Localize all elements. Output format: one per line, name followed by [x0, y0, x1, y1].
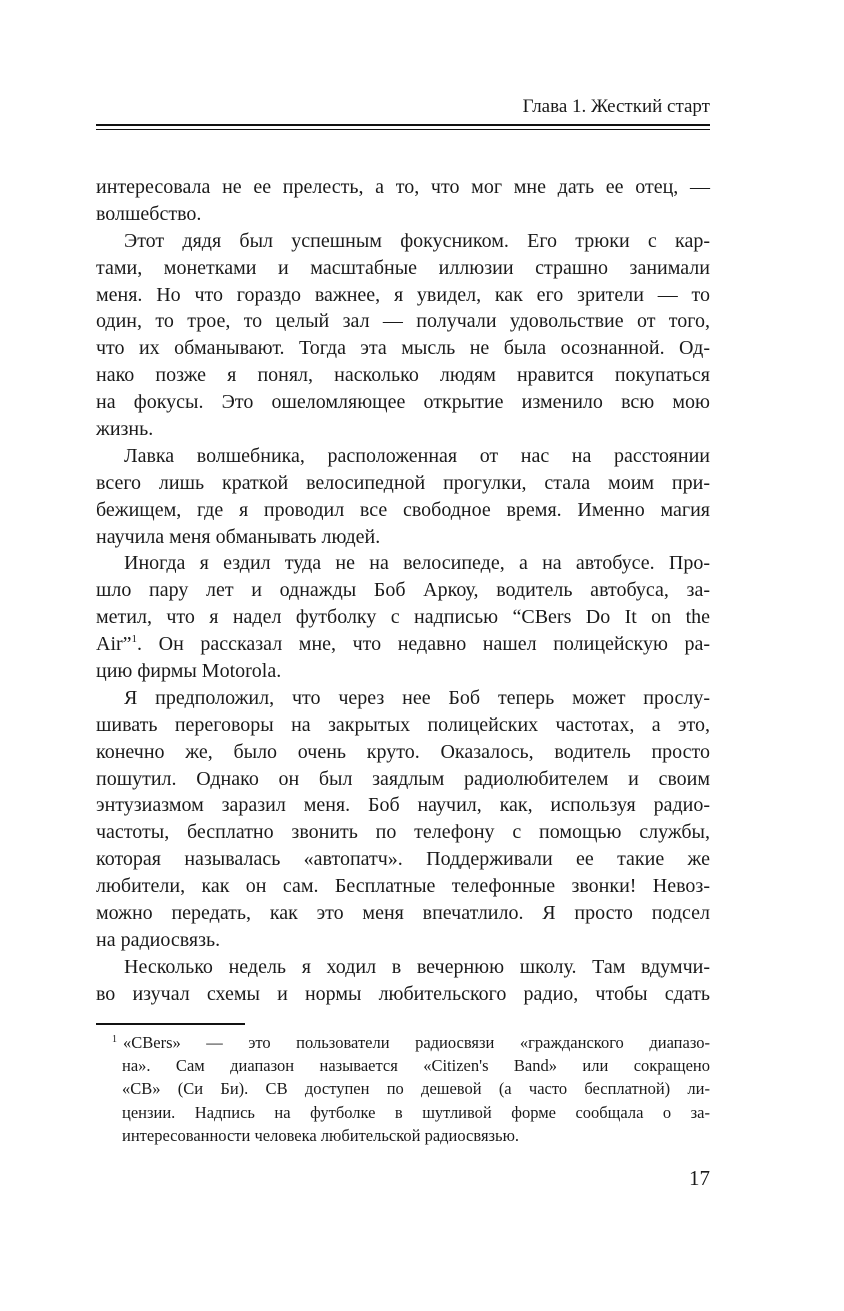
text-line: Несколько недель я ходил в вечернюю школу. Там вдумчи- [124, 955, 710, 978]
text-line: во изучал схемы и нормы любительского радио, чтобы сдать [96, 982, 710, 1005]
text-line: можно передать, как это меня впечатлило. Я просто подсел [96, 902, 710, 925]
footnote [96, 1031, 710, 1147]
text-line: шло пару лет и однажды Боб Аркоу, водитель автобуса, за- [96, 579, 710, 602]
footnote-marker: 1 [112, 1034, 117, 1045]
footnote-text: интересованности человека любительской радиосвязью. [122, 1125, 520, 1145]
text-line: пошутил. Однако он был заядлым радиолюбителем и своим [96, 767, 710, 790]
footnote-line [96, 1124, 710, 1147]
paragraph [96, 443, 710, 551]
text-line: всего лишь краткой велосипедной прогулки, стала моим при- [96, 471, 710, 494]
footnote-text: на». Сам диапазон называется «Citizen's Band» или сокращено [122, 1056, 710, 1076]
text-line: конечно же, было очень круто. Оказалось, водитель просто [96, 740, 710, 763]
text-line: Лавка волшебника, расположенная от нас на расстоянии [124, 444, 710, 467]
text-line: цию фирмы Motorola. [96, 660, 282, 683]
text-line: тами, монетками и масштабные иллюзии страшно занимали [96, 256, 710, 279]
paragraph [96, 954, 710, 1008]
page-number: 17 [689, 1166, 710, 1190]
paragraph [96, 685, 710, 954]
text-line: Иногда я ездил туда не на велосипеде, а на автобусе. Про- [124, 552, 710, 575]
footnote-line [96, 1077, 710, 1100]
body-text [96, 174, 710, 1008]
running-header: Глава 1. Жесткий старт [522, 96, 710, 117]
text-line: Я предположил, что через нее Боб теперь может прослу- [124, 686, 710, 709]
header-rule-thick [96, 124, 710, 126]
text-line: бежищем, где я проводил все свободное время. Именно магия [96, 498, 710, 521]
footnote-text: «CBers» — это пользователи радиосвязи «гражданского диапазо- [123, 1033, 710, 1052]
footnote-line [96, 1054, 710, 1077]
text-line: жизнь. [96, 418, 154, 441]
text-line: на фокусы. Это ошеломляющее открытие изменило всю мою [96, 391, 710, 414]
text-line: любители, как он сам. Бесплатные телефонные звонки! Невоз- [96, 875, 710, 898]
text-line: интересовала не ее прелесть, а то, что мог мне дать ее отец, — [96, 176, 710, 198]
header-rule-thin [96, 129, 710, 130]
text-fragment: . Он рассказал мне, что недавно нашел полицейскую ра- [137, 633, 710, 656]
footnote-text: цензии. Надпись на футболке в шутливой форме сообщала о за- [122, 1102, 710, 1122]
text-line: шивать переговоры на закрытых полицейских частотах, а это, [96, 713, 710, 736]
footnote-reference: 1 [131, 633, 138, 646]
text-line: научила меня обманывать людей. [96, 525, 381, 548]
text-line: один, то трое, то целый зал — получали удовольствие от того, [96, 310, 710, 333]
footnote-line [96, 1101, 710, 1124]
footnote-separator [96, 1023, 245, 1025]
text-line: Этот дядя был успешным фокусником. Его трюки с кар- [124, 229, 710, 252]
text-line: энтузиазмом заразил меня. Боб научил, как, используя радио- [96, 794, 710, 817]
text-line: которая называлась «автопатч». Поддерживали ее такие же [96, 848, 710, 871]
text-line: метил, что я надел футболку с надписью “CBers Do It on the [96, 606, 710, 629]
text-line: на радиосвязь. [96, 928, 221, 951]
text-fragment: Air” [96, 633, 132, 656]
text-line: частоты, бесплатно звонить по телефону с помощью службы, [96, 821, 710, 844]
text-line [96, 631, 710, 658]
text-line: что их обманывают. Тогда эта мысль не была осознанной. Од- [96, 337, 710, 360]
footnote-text: «СВ» (Си Би). СВ доступен по дешевой (а часто бесплатной) ли- [122, 1079, 710, 1099]
footnote-line [96, 1031, 710, 1054]
paragraph [96, 228, 710, 443]
text-line: волшебство. [96, 202, 202, 225]
text-line: меня. Но что гораздо важнее, я увидел, как его зрители — то [96, 283, 710, 306]
paragraph [96, 550, 710, 684]
paragraph [96, 174, 710, 228]
text-line: нако позже я понял, насколько людям нравится покупаться [96, 364, 710, 387]
